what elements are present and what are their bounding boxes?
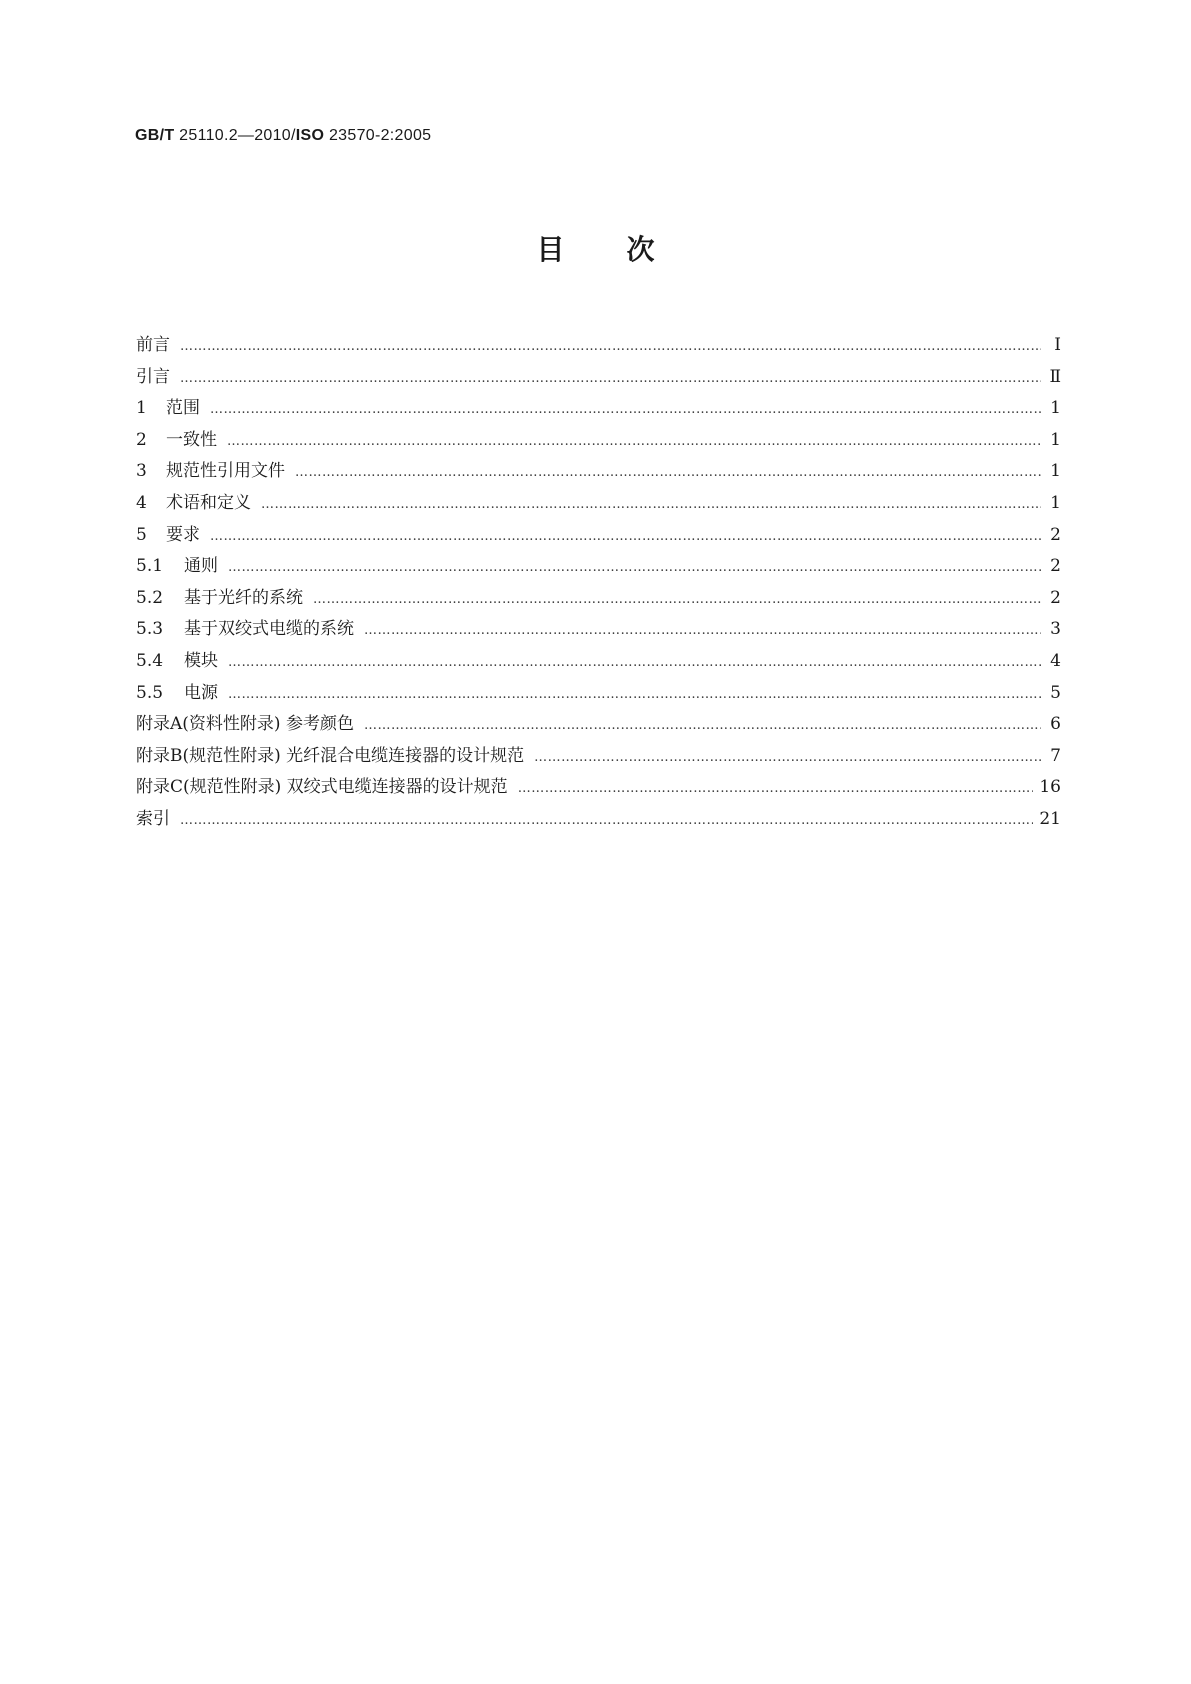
toc-entry-page: 2 [1050,556,1061,577]
toc-dot-leader [364,623,1041,638]
toc-entry-label: 规范性引用文件 [166,461,285,482]
toc-entry-page: 7 [1050,745,1061,766]
toc-dot-leader [518,781,1034,796]
toc-dot-leader [295,465,1041,480]
toc-entry-number: 5.4 [136,650,164,671]
toc-entry-page: 6 [1050,714,1061,735]
toc-dot-leader [228,687,1041,702]
toc-entry-label: 模块 [184,650,218,671]
toc-entry-label: 范围 [166,398,200,419]
iso-prefix: ISO [295,127,325,144]
toc-dot-leader [313,592,1041,607]
toc-entry-page: Ⅰ [1054,335,1061,355]
standard-prefix: GB/T [135,127,175,144]
toc-entry-label: 基于双绞式电缆的系统 [184,619,354,640]
toc-dot-leader [534,750,1041,765]
toc-entry[interactable] [136,393,1061,425]
toc-entry-number: 5.1 [136,556,164,577]
toc-entry-number: 5.3 [136,619,164,640]
toc-entry-number: 5.2 [136,587,164,608]
toc-entry[interactable] [136,425,1061,457]
toc-entry[interactable] [136,741,1061,773]
toc-dot-leader [180,371,1041,386]
toc-entry-page: 2 [1050,524,1061,545]
toc-entry[interactable] [136,520,1061,552]
toc-entry-number: 1 [136,398,147,419]
toc-entry[interactable] [136,362,1061,394]
toc-entry-label: 附录B(规范性附录) 光纤混合电缆连接器的设计规范 [136,745,525,766]
toc-entry-label: 前言 [136,335,170,355]
toc-entry[interactable] [136,804,1061,836]
toc-entry[interactable] [136,646,1061,678]
toc-entry-label: 基于光纤的系统 [184,587,303,608]
toc-dot-leader [227,434,1041,449]
toc-entry-page: 2 [1050,587,1061,608]
toc-entry-page: 21 [1039,808,1061,829]
toc-entry[interactable] [136,614,1061,646]
toc-dot-leader [228,560,1041,575]
toc-entry-page: 1 [1050,429,1061,450]
standard-number: 25110.2—2010/ [174,127,296,144]
toc-entry-page: 5 [1050,682,1061,703]
toc-entry-label: 索引 [136,808,170,829]
toc-entry-page: 1 [1050,461,1061,482]
toc-entry-number: 5 [136,524,147,545]
toc-entry-label: 术语和定义 [166,492,251,513]
toc-dot-leader [180,813,1033,828]
toc-entry-number: 5.5 [136,682,164,703]
toc-dot-leader [364,718,1041,733]
toc-entry-number: 3 [136,461,147,482]
toc-entry[interactable] [136,772,1061,804]
toc-entry-number: 4 [136,492,147,513]
toc-entry-page: 1 [1050,398,1061,419]
toc-entry-label: 附录A(资料性附录) 参考颜色 [136,714,354,735]
toc-entry[interactable] [136,709,1061,741]
iso-number: 23570-2:2005 [324,127,432,144]
toc-entry[interactable] [136,456,1061,488]
toc-title: 目次 [536,233,717,266]
toc-entry-label: 一致性 [166,429,217,450]
toc-dot-leader [210,529,1041,544]
document-code [135,127,431,145]
toc-entry-label: 通则 [184,556,218,577]
toc-dot-leader [228,655,1041,670]
toc-entry-page: 1 [1050,492,1061,513]
toc-entry[interactable] [136,330,1061,362]
toc-entry-page: 3 [1050,619,1061,640]
toc-entry[interactable] [136,678,1061,710]
toc-entry-label: 附录C(规范性附录) 双绞式电缆连接器的设计规范 [136,777,508,798]
toc-entry[interactable] [136,488,1061,520]
toc-entry-page: 4 [1050,650,1061,671]
toc-entry-label: 要求 [166,524,200,545]
toc-entry-page: Ⅱ [1049,366,1061,387]
toc-entry[interactable] [136,551,1061,583]
toc-entry-page: 16 [1039,777,1061,798]
toc-entry[interactable] [136,583,1061,615]
toc-entry-label: 引言 [136,366,170,387]
toc-entry-number: 2 [136,429,147,450]
table-of-contents [136,330,1061,836]
toc-entry-label: 电源 [184,682,218,703]
toc-dot-leader [180,339,1041,354]
toc-dot-leader [261,497,1041,512]
toc-dot-leader [210,402,1041,417]
